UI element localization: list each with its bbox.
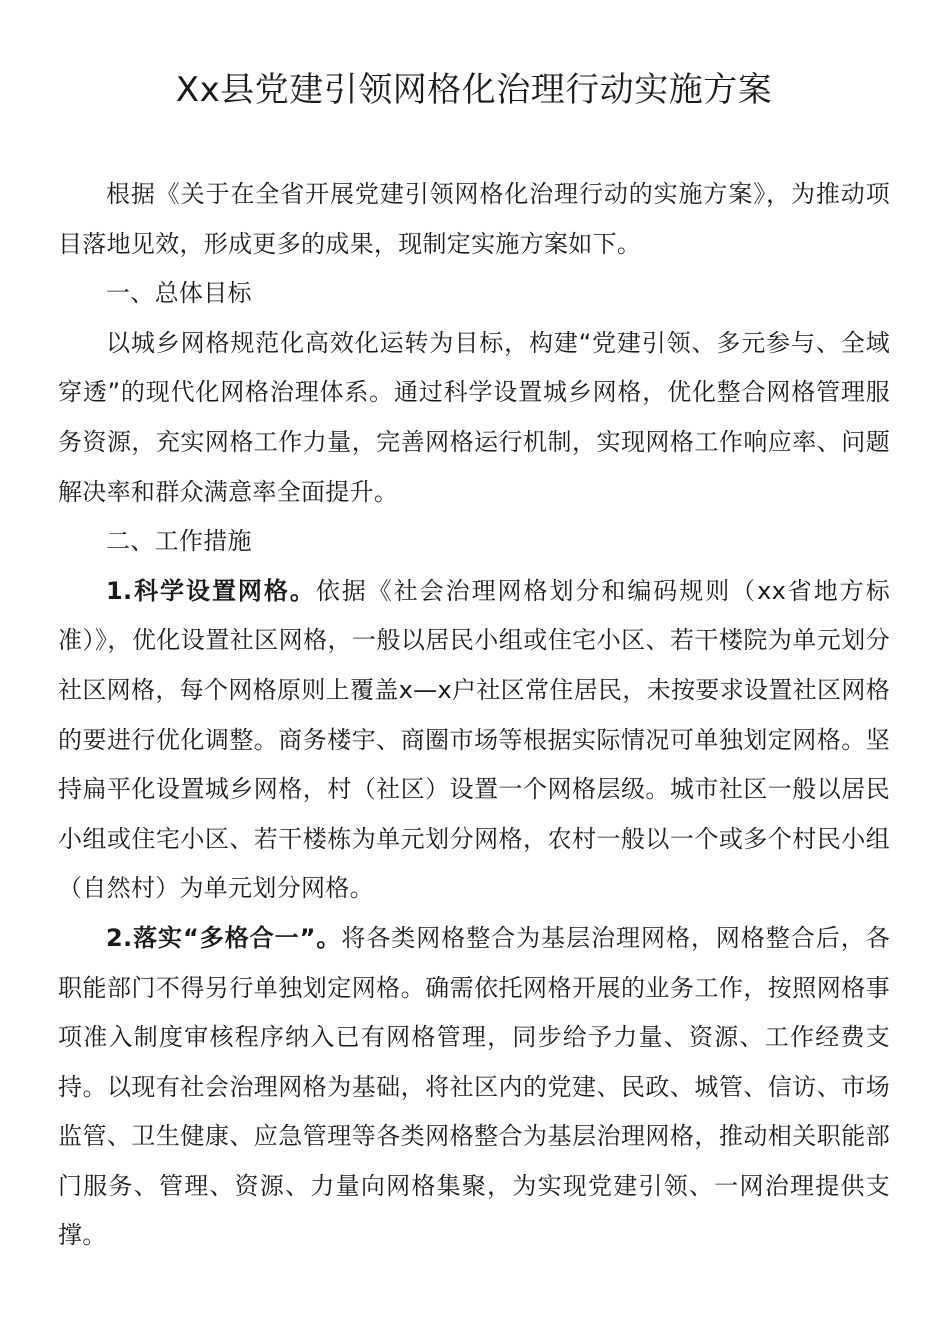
document-page — [58, 62, 890, 1261]
measure-item-2 — [58, 914, 890, 1261]
section-heading-work-measures: 二、工作措施 — [106, 527, 252, 556]
measure-item-1-lead: 1.科学设置网格。 — [106, 576, 316, 605]
measure-item-1-body: 依据《社会治理网格划分和编码规则（xx省地方标准）》，优化设置社区网格，一般以居民小组或住宅小区、若干楼院为单元划分社区网格，每个网格原则上覆盖x—x户社区常住居民，未按要求设置社区网格的要进行优化调整。商务楼宇、商圈市场等根据实际情况可单独划定网格。坚持扁平化设置城乡网格，村（社区）设置一个网格层级。城市社区一般以居民小组或住宅小区、若干楼栋为单元划分网格，农村一般以一个或多个村民小组（自然村）为单元划分网格。 — [58, 576, 890, 903]
overall-goal-paragraph: 以城乡网格规范化高效化运转为目标，构建“党建引领、多元参与、全域穿透”的现代化网格治理体系。通过科学设置城乡网格，优化整合网格管理服务资源，充实网格工作力量，完善网格运行机制，实现网格工作响应率、问题解决率和群众满意率全面提升。 — [58, 328, 890, 506]
measure-item-1 — [58, 567, 890, 914]
measure-item-2-body: 将各类网格整合为基层治理网格，网格整合后，各职能部门不得另行单独划定网格。确需依托网格开展的业务工作，按照网格事项准入制度审核程序纳入已有网格管理，同步给予力量、资源、工作经费支持。以现有社会治理网格为基础，将社区内的党建、民政、城管、信访、市场监管、卫生健康、应急管理等各类网格整合为基层治理网格，推动相关职能部门服务、管理、资源、力量向网格集聚，为实现党建引领、一网治理提供支撑。 — [58, 923, 890, 1250]
section-heading-overall-goal: 一、总体目标 — [106, 279, 252, 308]
measure-item-2-lead: 2.落实“多格合一”。 — [106, 923, 342, 952]
intro-paragraph: 根据《关于在全省开展党建引领网格化治理行动的实施方案》，为推动项目落地见效，形成更多的成果，现制定实施方案如下。 — [58, 180, 890, 258]
document-title: Xx县党建引领网格化治理行动实施方案 — [175, 70, 773, 110]
